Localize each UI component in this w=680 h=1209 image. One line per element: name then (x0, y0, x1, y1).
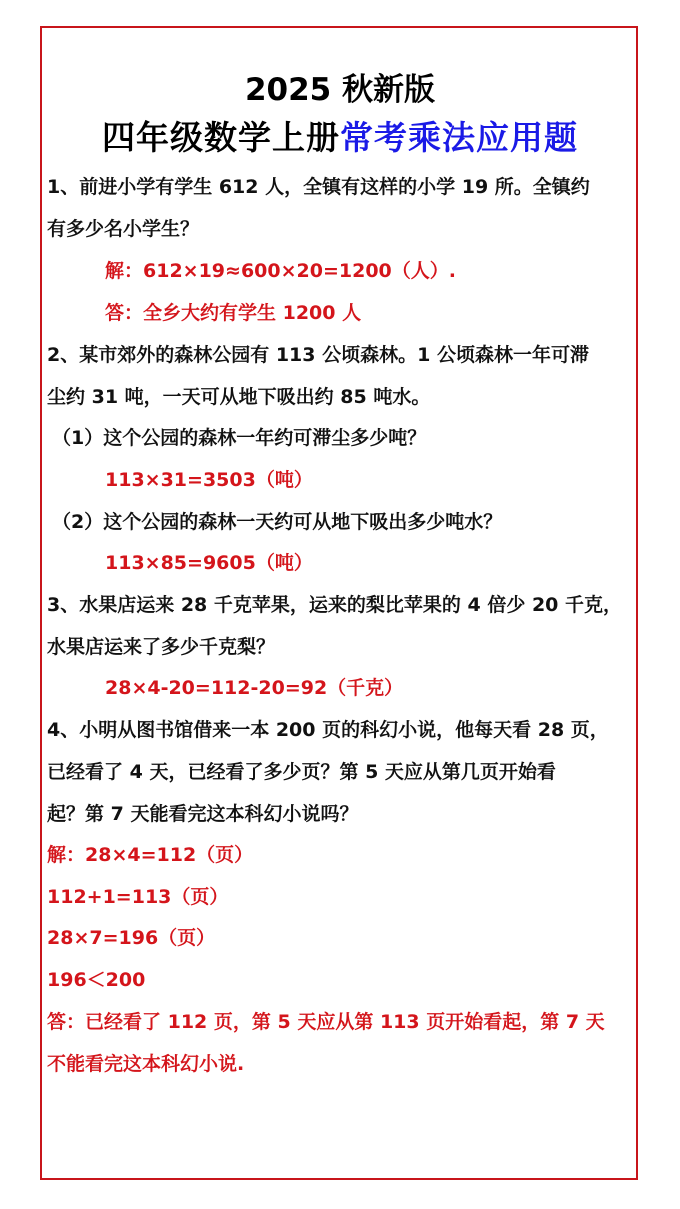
q1-text-line1: 1、前进小学有学生 612 人，全镇有这样的小学 19 所。全镇约 (47, 176, 590, 198)
page-title (0, 116, 680, 160)
q4-text-line2: 已经看了 4 天，已经看了多少页？第 5 天应从第几页开始看 (47, 761, 556, 783)
q2-sub2-solution: 113×85=9605（吨） (105, 552, 313, 574)
q4-solution-step2: 112+1=113（页） (47, 886, 229, 908)
q2-text-line2: 尘约 31 吨，一天可从地下吸出约 85 吨水。 (47, 386, 431, 408)
q2-sub1: （1）这个公园的森林一年约可滞尘多少吨？ (52, 427, 427, 449)
q4-solution-step4: 196＜200 (47, 969, 146, 991)
q4-text-line3: 起？第 7 天能看完这本科幻小说吗？ (47, 803, 359, 825)
q4-answer-line1: 答：已经看了 112 页，第 5 天应从第 113 页开始看起，第 7 天 (47, 1011, 605, 1033)
q3-text-line2: 水果店运来了多少千克梨？ (47, 636, 276, 658)
q3-text-line1: 3、水果店运来 28 千克苹果，运来的梨比苹果的 4 倍少 20 千克， (47, 594, 623, 616)
q2-text-line1: 2、某市郊外的森林公园有 113 公顷森林。1 公顷森林一年可滞 (47, 344, 589, 366)
q1-solution: 解：612×19≈600×20=1200（人）. (105, 260, 456, 282)
title-grade: 四年级数学上册 (102, 118, 340, 157)
q3-solution: 28×4-20=112-20=92（千克） (105, 677, 404, 699)
q4-text-line1: 4、小明从图书馆借来一本 200 页的科幻小说，他每天看 28 页， (47, 719, 609, 741)
title-edition: 2025 秋新版 (244, 72, 436, 108)
q4-answer-line2: 不能看完这本科幻小说. (47, 1053, 245, 1075)
q1-answer: 答：全乡大约有学生 1200 人 (105, 302, 362, 324)
title-topic: 常考乘法应用题 (340, 118, 578, 157)
q1-text-line2: 有多少名小学生？ (47, 218, 200, 240)
q2-sub2: （2）这个公园的森林一天约可从地下吸出多少吨水？ (52, 511, 503, 533)
q2-sub1-solution: 113×31=3503（吨） (105, 469, 313, 491)
q4-solution-step3: 28×7=196（页） (47, 927, 216, 949)
q4-solution-step1: 解：28×4=112（页） (47, 844, 254, 866)
